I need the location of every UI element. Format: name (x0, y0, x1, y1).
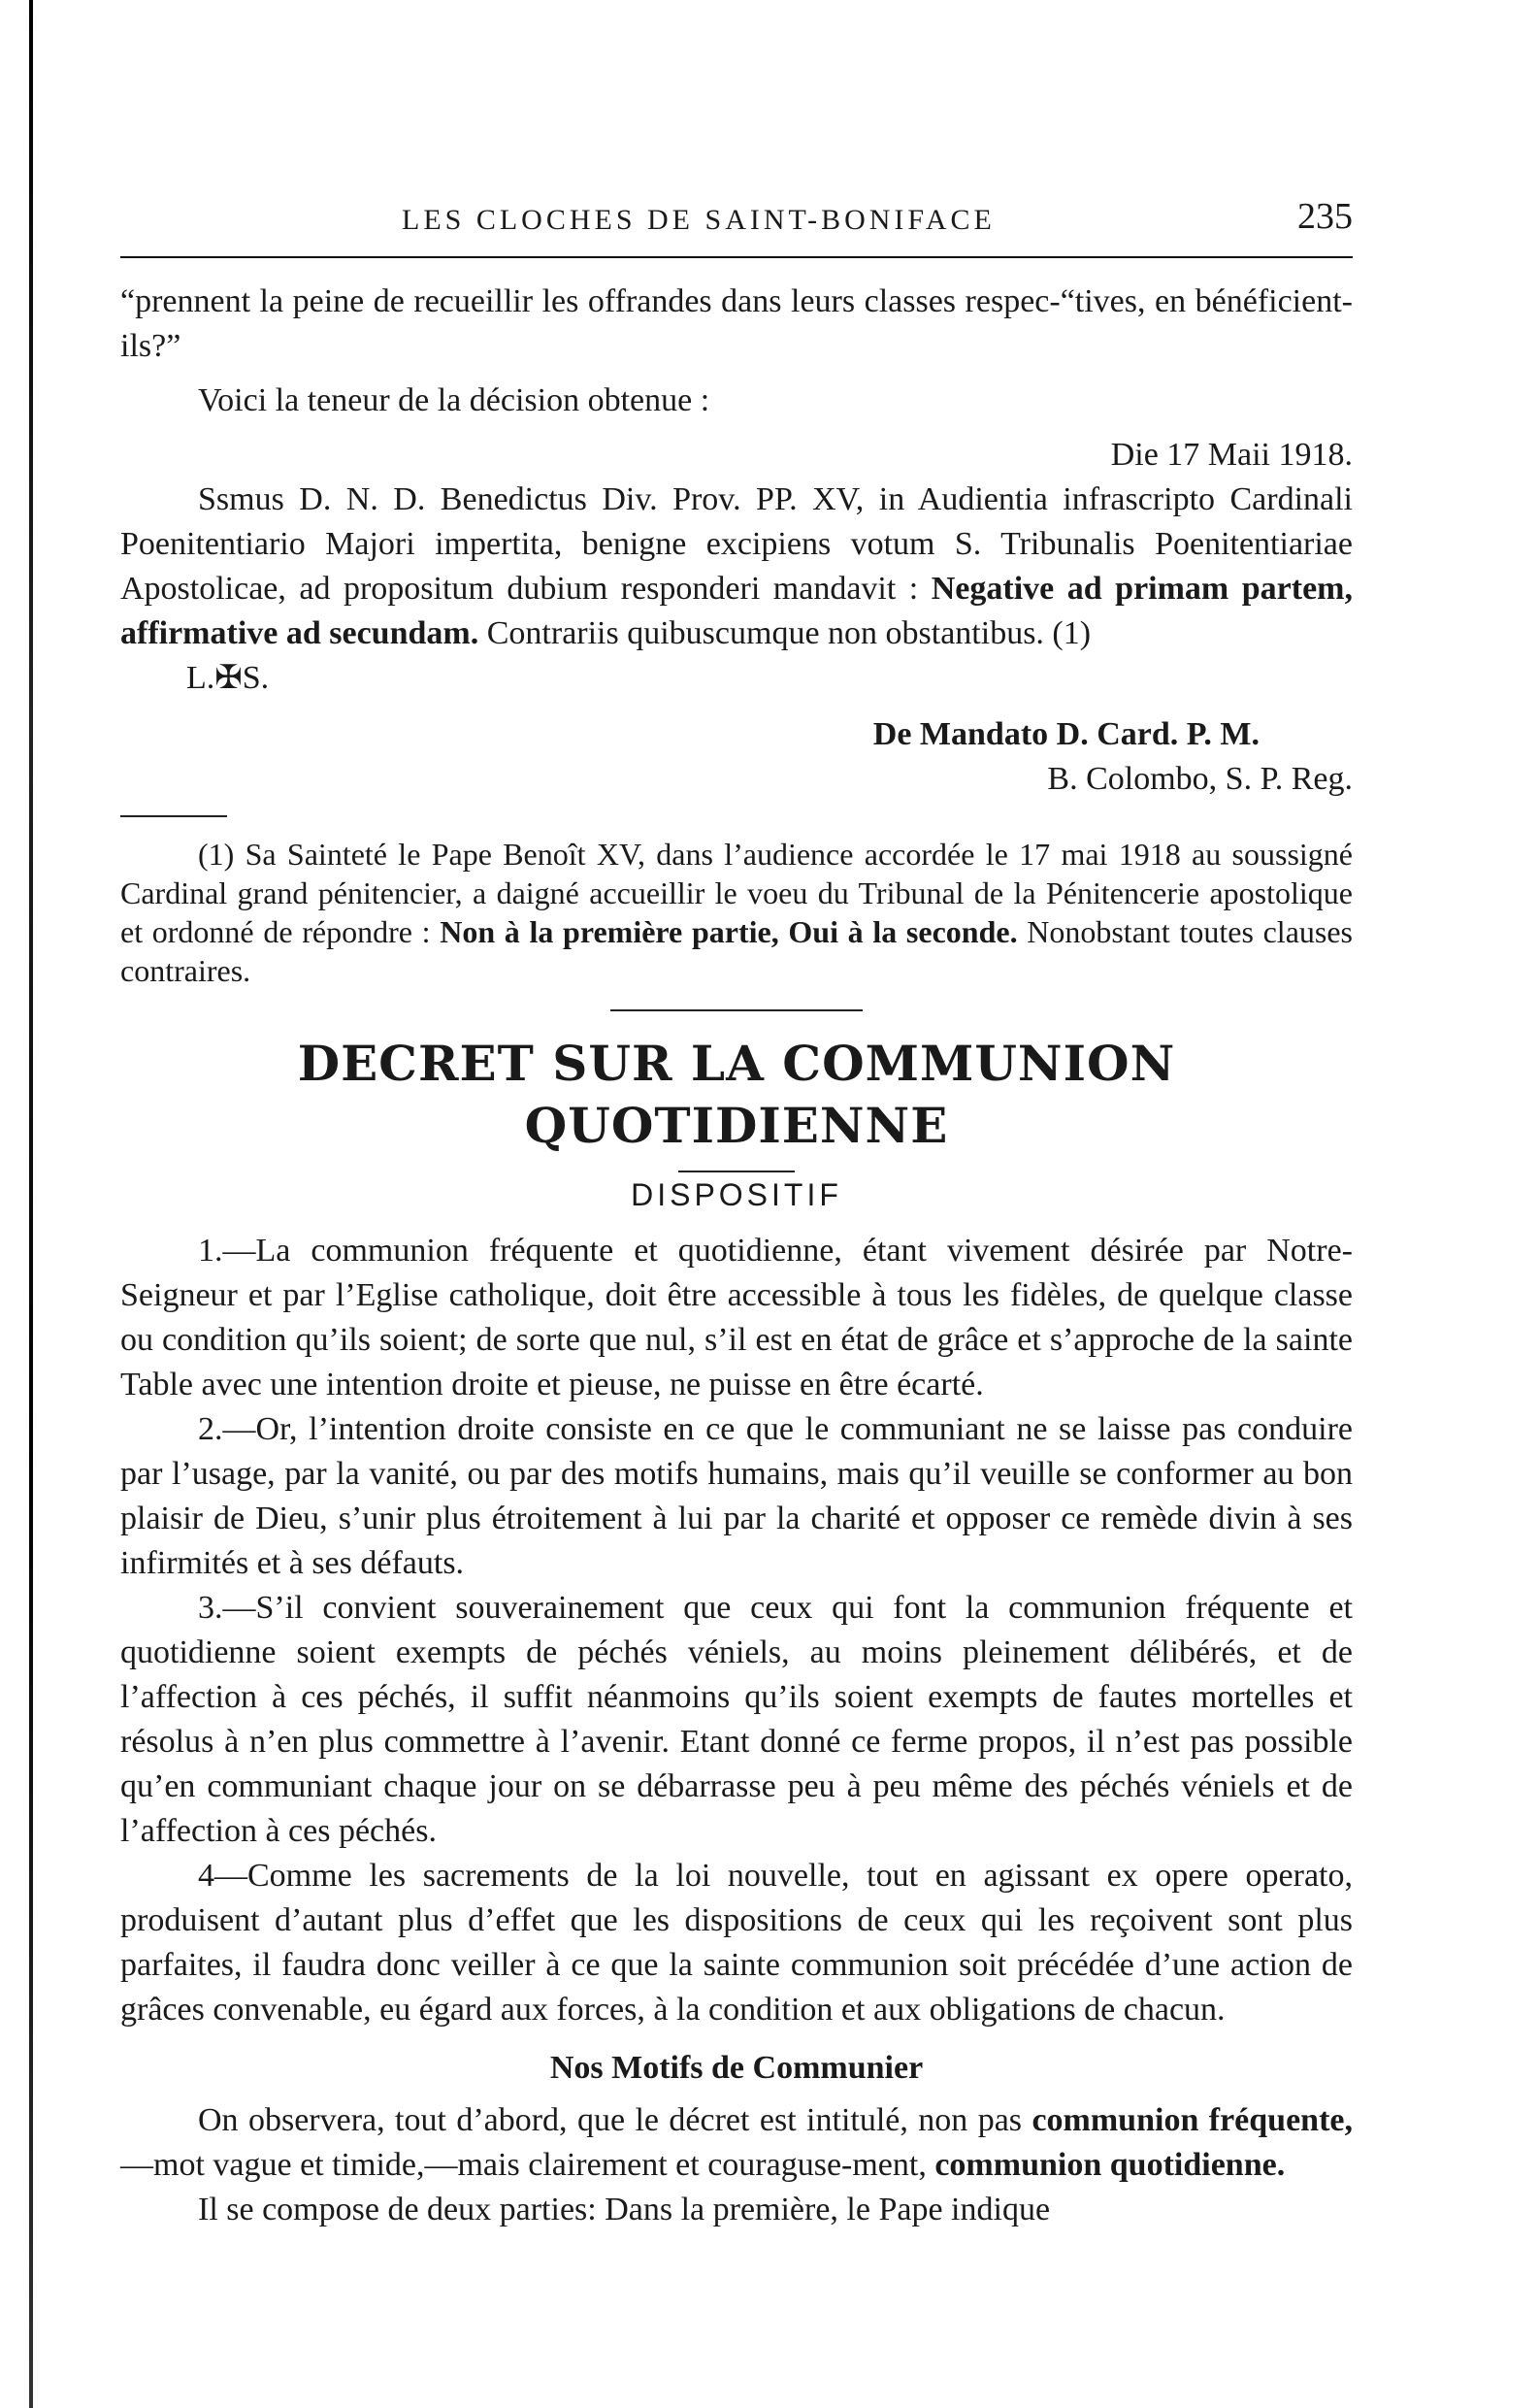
motifs-p1-a: On observera, tout d’abord, que le décret est intitulé, non pas (198, 2102, 1032, 2138)
signature-name: B. Colombo, S. P. Reg. (1047, 761, 1353, 797)
motifs-p1-bold2: communion quotidienne. (934, 2147, 1286, 2183)
signature-mandate: De Mandato D. Card. P. M. (872, 716, 1260, 752)
decision-date: Die 17 Maii 1918. (1110, 437, 1353, 473)
motifs-paragraph-2: Il se compose de deux parties: Dans la première, le Pape indique (198, 2192, 1051, 2227)
intro-lead: Voici la teneur de la décision obtenue : (198, 382, 710, 418)
page-edge-shadow (29, 0, 33, 2408)
page (120, 194, 1353, 2232)
decret-paragraph-3: 3.—S’il convient souverainement que ceux qui font la communion fréquente et quotidienne soient exempts de péchés véniels, au moins pleinement délibérés, et de l’affection à ces péchés, il suffit néanmoins qu’ils soient exempts de fautes mortelles et résolus à n’en plus commettre à l’avenir. Etant donné ce ferme propos, il n’est pas possible qu’en communiant chaque jour on se débarrasse peu à peu même des péchés véniels et de l’affection à ces péchés. (120, 1590, 1353, 1849)
motifs-p1-b: —mot vague et timide,—mais clairement et couraguse-ment, (120, 2147, 935, 2183)
section-rule (610, 1009, 863, 1011)
decret-paragraph-4: 4—Comme les sacrements de la loi nouvelle, tout en agissant ex opere operato, produisent d’autant plus d’effet que les dispositions de ceux qui les reçoivent sont plus parfaites, il faudra donc veiller à ce que la sainte communion soit précédée d’une action de grâces convenable, eu égard aux forces, à la condition et aux obligations de chacun. (120, 1858, 1353, 2028)
motifs-heading: Nos Motifs de Communier (549, 2050, 924, 2086)
decret-subtitle: DISPOSITIF (631, 1177, 842, 1212)
seal-mark: L.✠S. (186, 660, 270, 696)
running-head-title: LES CLOCHES DE SAINT-BONIFACE (402, 204, 996, 236)
header-rule (120, 256, 1353, 258)
motifs-paragraph-1 (120, 2098, 1353, 2188)
decret-paragraph-1: 1.—La communion fréquente et quotidienne, étant vivement désirée par Notre-Seigneur et par l’Eglise catholique, doit être accessible à tous les fidèles, de quelque classe ou condition qu’ils soient; de sorte que nul, s’il est en état de grâce et s’approche de la sainte Table avec une intention droite et pieuse, ne puisse en être écarté. (120, 1233, 1353, 1402)
motifs-p1-bold1: communion fréquente, (1031, 2102, 1353, 2138)
footnote-text-bold: Non à la première partie, Oui à la seconde. (440, 914, 1018, 949)
intro-continuation: “prennent la peine de recueillir les offrandes dans leurs classes respec-“tives, en bénéficient-ils?” (120, 283, 1353, 364)
footnote (120, 835, 1353, 990)
decision-text-a: Ssmus D. N. D. Benedictus Div. Prov. PP. XV, in Audientia infrascripto Cardinali Poenitentiario Majori impertita, benigne excipiens votum S. Tribunalis Poenitentiariae Apostolicae, ad propositum dubium responderi mandavit : (120, 481, 1353, 607)
footnote-text-b: Nonobstant toutes clauses contraires. (120, 914, 1354, 988)
decision-text-bold: Negative ad primam partem, affirmative ad secundam. (120, 571, 1353, 651)
page-number: 235 (1297, 196, 1353, 237)
footnote-text-a: (1) Sa Sainteté le Pape Benoît XV, dans l’audience accordée le 17 mai 1918 au soussigné Cardinal grand pénitencier, a daigné accueillir le voeu du Tribunal de la Pénitencerie apostolique et ordonné de répondre : (120, 837, 1353, 949)
footnote-rule (120, 815, 227, 817)
decret-paragraph-2: 2.—Or, l’intention droite consiste en ce que le communiant ne se laisse pas conduire par l’usage, par la vanité, ou par des motifs humains, mais qu’il veuille se conformer au bon plaisir de Dieu, s’unir plus étroitement à lui par la charité et opposer ce remède divin à ses infirmités et à ses défauts. (120, 1411, 1353, 1581)
decision-text (120, 478, 1353, 656)
decision-text-b: Contrariis quibuscumque non obstantibus. (1) (478, 615, 1092, 651)
running-head (120, 194, 1353, 248)
decret-title: DECRET SUR LA COMMUNION QUOTIDIENNE (297, 1035, 1176, 1154)
